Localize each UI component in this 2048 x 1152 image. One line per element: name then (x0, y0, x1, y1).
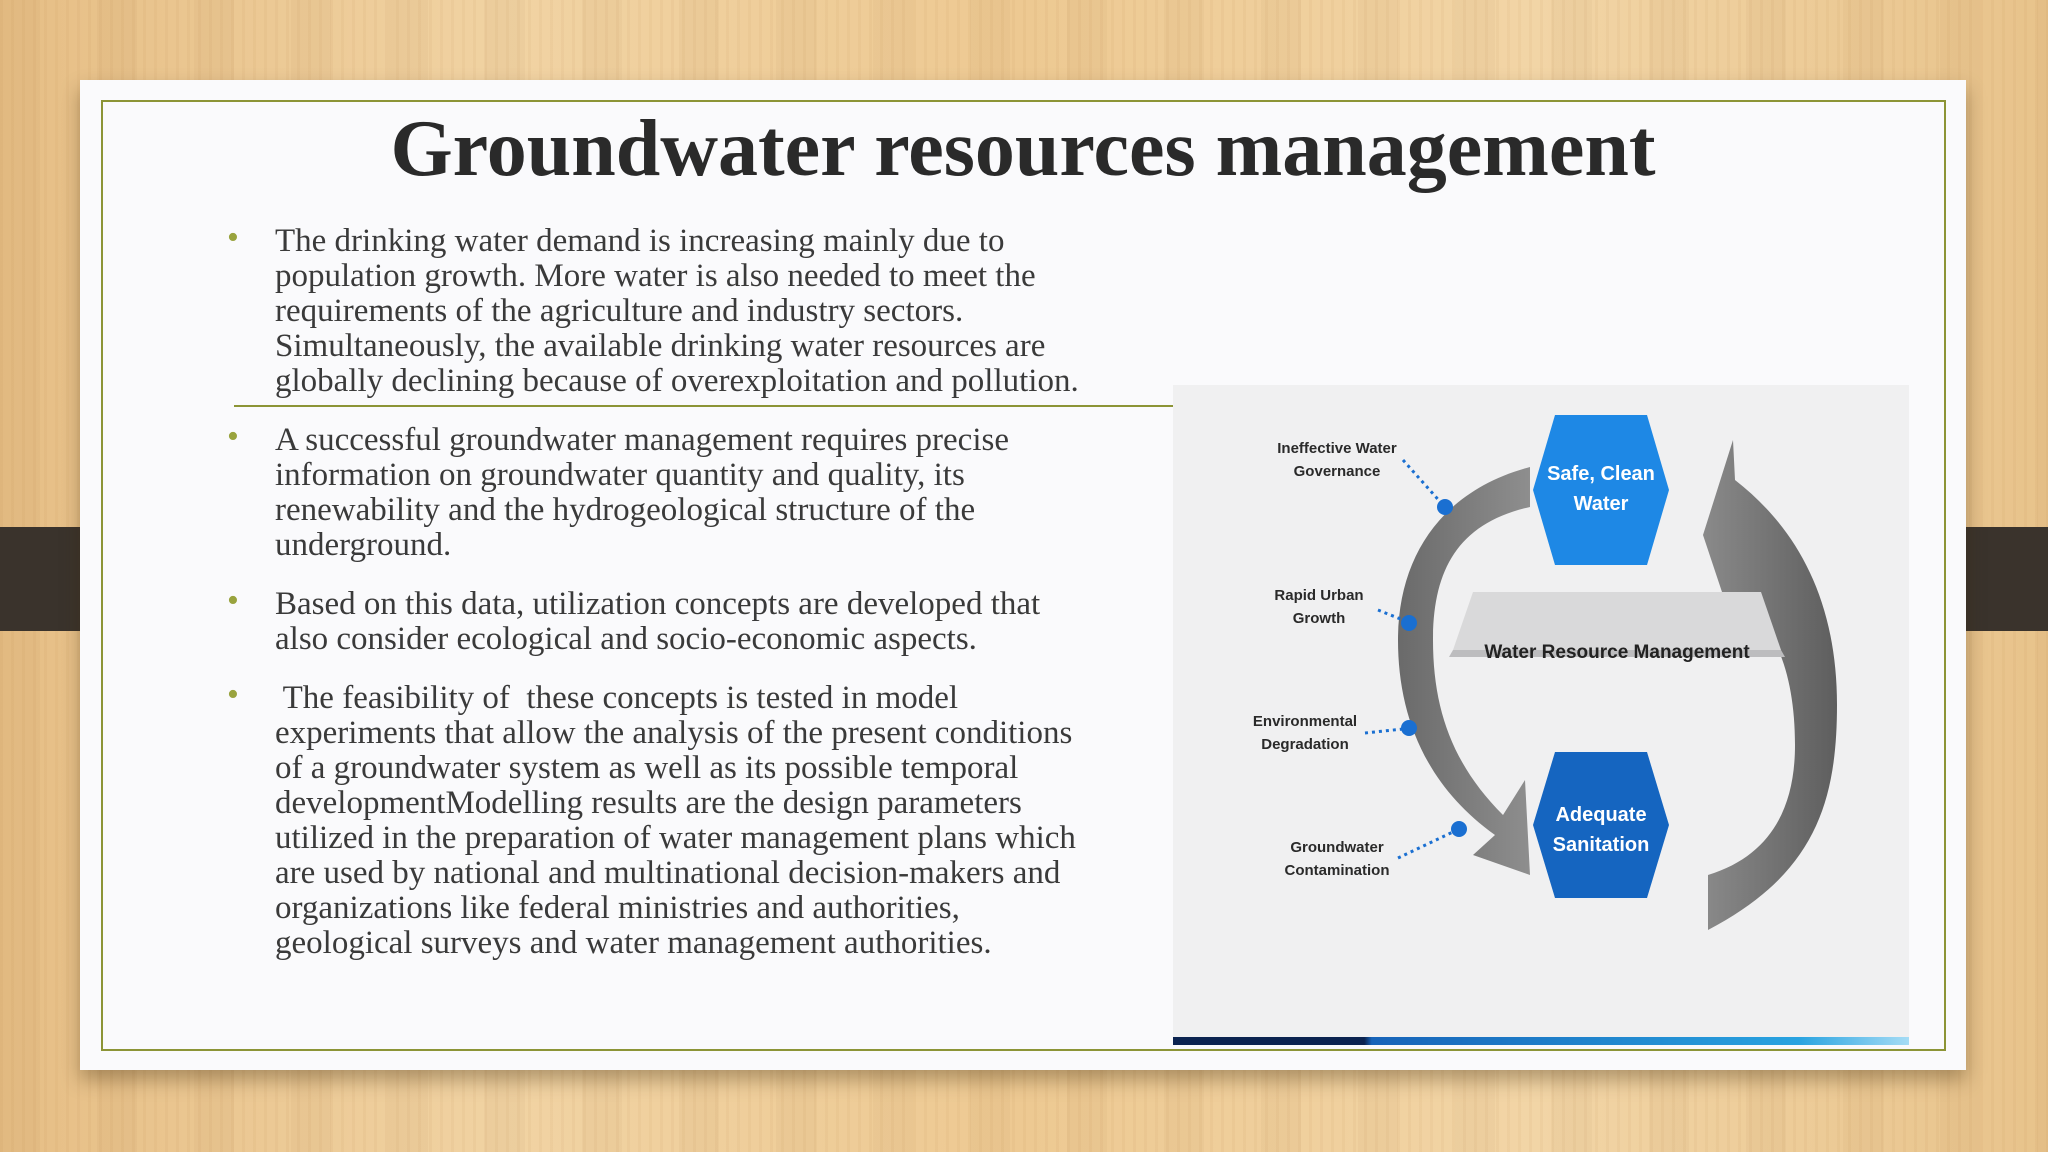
safe-water-label: Water (1573, 493, 1629, 515)
risk-label-urban-growth: Rapid Urban (1274, 587, 1364, 604)
connector-dot-icon (1451, 821, 1467, 837)
safe-water-hexagon (1533, 415, 1669, 565)
cycle-arrow-right (1703, 440, 1837, 930)
slide (80, 80, 1966, 1070)
risk-label-governance: Governance (1293, 463, 1381, 480)
risk-label-degradation: Degradation (1261, 736, 1349, 753)
diagram-bottom-bar (1173, 1037, 1909, 1045)
risk-label-degradation: Environmental (1252, 713, 1358, 730)
safe-water-label: Safe, Clean (1547, 463, 1655, 485)
bullet-line: globally declining because of overexploitation and pollution. (275, 363, 1079, 399)
bullet-dot-icon: • (227, 582, 239, 619)
bullet-line: A successful groundwater management requires precise (275, 422, 1009, 458)
risk-label-urban-growth: Growth (1292, 610, 1346, 627)
bullet-dot-icon: • (227, 219, 239, 256)
bullet-item (227, 676, 1227, 961)
connector-dot-icon (1401, 720, 1417, 736)
slide-title: Groundwater resources management (390, 105, 1656, 193)
bullet-line: Based on this data, utilization concepts are developed that (275, 586, 1041, 622)
risk-label-contamination: Contamination (1284, 862, 1390, 879)
bullet-item (227, 418, 1227, 563)
bullet-line: renewability and the hydrogeological structure of the (275, 492, 976, 528)
connector-contamination (1398, 831, 1455, 858)
bullet-line: underground. (275, 527, 452, 563)
bullet-item (227, 219, 1227, 399)
bullet-line: are used by national and multinational decision-makers and (275, 855, 1061, 891)
divider-line (234, 405, 1174, 407)
connector-dot-icon (1437, 499, 1453, 515)
bullet-line: information on groundwater quantity and quality, its (275, 457, 965, 493)
risk-label-governance: Ineffective Water (1277, 440, 1397, 457)
bullet-line: population growth. More water is also needed to meet the (275, 258, 1036, 294)
connector-dot-icon (1401, 615, 1417, 631)
bullet-line: developmentModelling results are the design parameters (275, 785, 1022, 821)
bullet-line: experiments that allow the analysis of the present conditions (275, 715, 1073, 751)
risk-label-contamination: Groundwater (1290, 839, 1384, 856)
bullet-line: Simultaneously, the available drinking water resources are (275, 328, 1046, 364)
water-management-diagram (1173, 385, 1909, 1045)
bullet-item (227, 582, 1227, 657)
connector-governance (1403, 460, 1443, 505)
bullet-dot-icon: • (227, 418, 239, 455)
connector-degradation (1365, 729, 1403, 733)
bullet-dot-icon: • (227, 676, 239, 713)
cycle-arrow-left (1398, 467, 1530, 875)
bullet-line: organizations like federal ministries and authorities, (275, 890, 960, 926)
bullet-line: requirements of the agriculture and industry sectors. (275, 293, 964, 329)
bullet-list (227, 219, 1227, 985)
diagram-svg (1173, 385, 1909, 1045)
bullet-line: also consider ecological and socio-economic aspects. (275, 621, 977, 657)
bullet-line: utilized in the preparation of water management plans which (275, 820, 1076, 856)
sanitation-label: Sanitation (1552, 834, 1650, 856)
bullet-line: The feasibility of these concepts is tested in model (275, 680, 959, 716)
center-label: Water Resource Management (1484, 642, 1750, 663)
bullet-line: of a groundwater system as well as its possible temporal (275, 750, 1019, 786)
bullet-line: geological surveys and water management authorities. (275, 925, 992, 961)
sanitation-label: Adequate (1555, 804, 1647, 826)
bullet-line: The drinking water demand is increasing mainly due to (275, 223, 1005, 259)
